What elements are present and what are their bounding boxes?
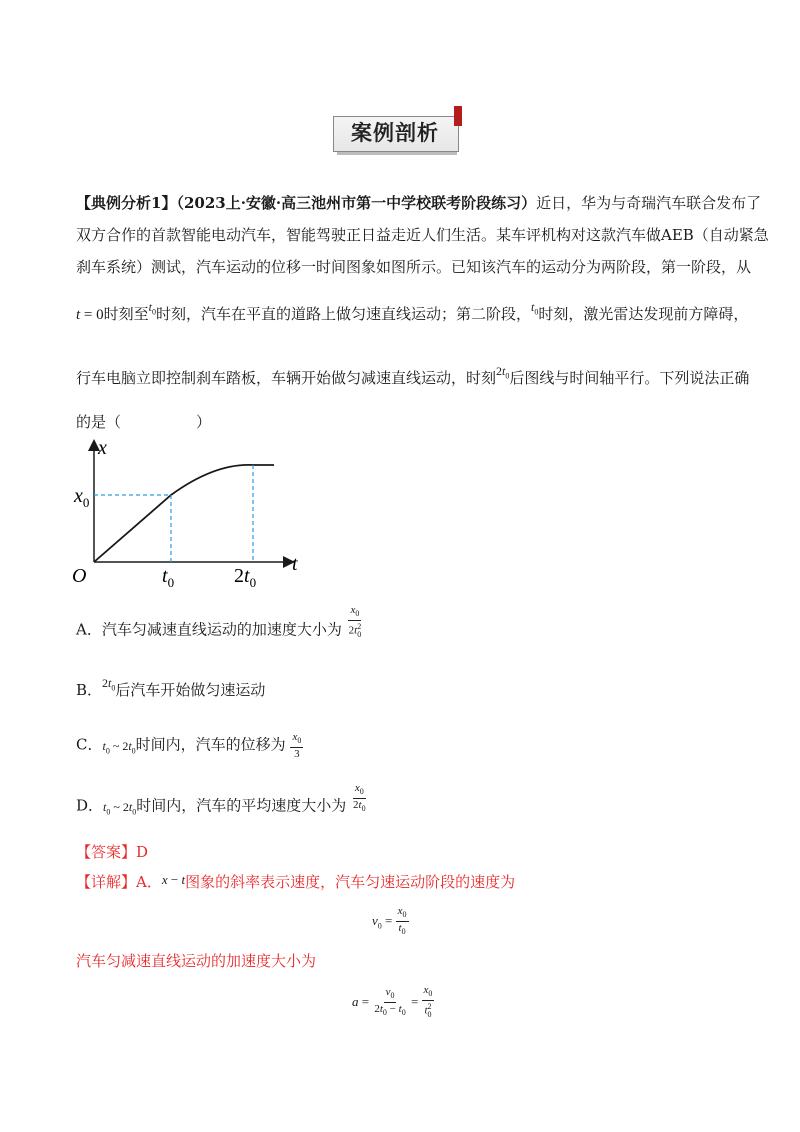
option-c bbox=[76, 731, 303, 761]
option-d-label: D． bbox=[76, 796, 104, 815]
math-t-eq-0: t bbox=[76, 307, 81, 323]
formula-a: a = $\frac{v_0}{2t_0 - t_0}$ = $\frac{x_0}{t_0^2}$ bbox=[352, 984, 433, 1020]
frac-v0-diff: $\frac{v_0}{2t_0 - t_0}$ bbox=[374, 985, 406, 1018]
option-a-label: A． bbox=[76, 620, 102, 639]
question-line-2: 双方合作的首款智能电动汽车，智能驾驶正日益走近人们生活。某车评机构对这款汽车做AEB（自动紧急 bbox=[76, 226, 769, 244]
question-line5-b: 后图线与时间轴平行。下列说法正确 bbox=[509, 369, 750, 387]
detail-option: A． bbox=[136, 873, 162, 891]
question-line4-c: 时刻，激光雷达发现前方障碍， bbox=[538, 305, 749, 323]
answer-label: 【答案】 bbox=[76, 843, 137, 861]
banner-title: 案例剖析 bbox=[351, 121, 439, 145]
option-b-text: 后汽车开始做匀速运动 bbox=[115, 681, 266, 699]
question-source: （2023上·安徽·高三池州市第一中学校联考阶段练习） bbox=[176, 194, 537, 212]
math-t0-2t0-d: $t_0$ ~ $2t_0$ bbox=[103, 799, 137, 817]
question-line-3: 刹车系统）测试，汽车运动的位移一时间图象如图所示。已知该汽车的运动分为两阶段，第一阶段，从 bbox=[76, 258, 752, 276]
formula-v0: $v_0$ = $\frac{x_0}{t_0}$ bbox=[372, 905, 407, 937]
x-axis-label: t bbox=[292, 553, 298, 575]
math-2t0-b: 2t0 bbox=[102, 676, 116, 693]
detail-line-1 bbox=[76, 872, 515, 893]
xt-curve bbox=[94, 465, 274, 562]
option-d bbox=[76, 782, 368, 823]
banner-shadow bbox=[337, 152, 457, 155]
question-label: 【典例分析1】 bbox=[76, 194, 177, 212]
xt-graph bbox=[60, 432, 320, 590]
frac-x0-t0sq: $\frac{x_0}{t_0^2}$ bbox=[423, 984, 433, 1020]
y-axis-label: x bbox=[98, 437, 107, 459]
frac-x0-3: $\frac{x_0}{3}$ bbox=[292, 731, 302, 761]
section-banner bbox=[333, 116, 463, 152]
question-line4-a: 时刻至 bbox=[103, 305, 149, 323]
question-line-6: 的是（ ） bbox=[76, 413, 212, 431]
detail-text: 图象的斜率表示速度，汽车匀速运动阶段的速度为 bbox=[185, 873, 516, 891]
question-line5-a: 行车电脑立即控制刹车踏板，车辆开始做匀减速直线运动，时刻 bbox=[76, 369, 497, 387]
t0-label: $t_0$ bbox=[162, 565, 175, 590]
math-t0-2t0-c: $t_0$ ~ $2t_0$ bbox=[102, 738, 136, 755]
option-b-label: B． bbox=[76, 681, 103, 699]
option-b bbox=[76, 676, 266, 706]
answer-value: D bbox=[136, 843, 149, 861]
question-line1-tail: 近日，华为与奇瑞汽车联合发布了 bbox=[536, 194, 762, 212]
option-d-text: 时间内，汽车的平均速度大小为 bbox=[136, 796, 347, 815]
option-a bbox=[76, 604, 363, 649]
question-line4-b: 时刻，汽车在平直的道路上做匀速直线运动；第二阶段， bbox=[156, 305, 532, 323]
question-line-4: t = 0时刻至$^{t_0}$时刻，汽车在平直的道路上做匀速直线运动；第二阶段，$^{t_0}$时刻，激光雷达发现前方障碍， bbox=[76, 300, 749, 323]
detail-line-2: 汽车匀减速直线运动的加速度大小为 bbox=[76, 952, 317, 970]
frac-x0-t0: $\frac{x_0}{t_0}$ bbox=[397, 905, 407, 937]
math-2t0: 2t0 bbox=[496, 364, 510, 381]
question-line-1 bbox=[76, 193, 761, 213]
option-c-text: 时间内，汽车的位移为 bbox=[135, 735, 286, 754]
detail-label: 【详解】 bbox=[76, 873, 137, 891]
question-line-5 bbox=[76, 364, 750, 394]
x0-label: $x_0$ bbox=[74, 485, 90, 510]
banner-red-flag bbox=[454, 106, 462, 126]
option-a-text: 汽车匀减速直线运动的加速度大小为 bbox=[101, 620, 342, 639]
math-x-t: x − t bbox=[161, 872, 186, 887]
answer-line bbox=[76, 842, 148, 862]
frac-x0-2t0: $\frac{x_0}{2t_0}$ bbox=[353, 782, 366, 814]
2t0-label: $2t_0$ bbox=[234, 565, 257, 590]
frac-x0-2t0sq: $\frac{x_0}{2t_0^2}$ bbox=[348, 604, 362, 640]
origin-label: O bbox=[72, 565, 87, 587]
math-t0: t0 bbox=[148, 300, 156, 317]
option-c-label: C． bbox=[76, 735, 103, 754]
math-t0-2: t0 bbox=[531, 300, 539, 317]
